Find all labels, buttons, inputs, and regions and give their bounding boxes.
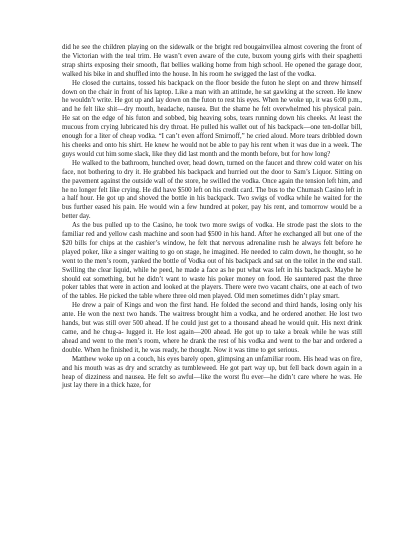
paragraph: Matthew woke up on a couch, his eyes barely open, glimpsing an unfamiliar room. His head was on fire, and his mouth was as dry and scratchy as tumbleweed. He got part way up, but fell back down again in a heap of dizziness and nausea. He felt so awful—like the worst flu ever—he didn’t care where he was. He just lay there in a thick haze, for [62, 355, 362, 390]
paragraph: He drew a pair of Kings and won the first hand. He folded the second and third hands, losing only his ante. He won the next two hands. The waitress brought him a vodka, and he ordered another. He lost two hands, but was still over 500 ahead. If he could just get to a thousand ahead he would quit. His next drink came, and he chug-a- lugged it. He lost again—200 ahead. He got up to take a break while he was still ahead and went to the men’s room, where he drank the rest of his vodka and went to the bar and ordered a double. When he finished it, he was ready, he thought. Now it was time to get serious. [62, 302, 362, 354]
paragraph: did he see the children playing on the sidewalk or the bright red bougainvillea almost covering the front of the Victorian with the teal trim. He wasn’t even aware of the cute, buxom young girls with their spaghetti strap shirts exposing their smooth, flat bellies walking home from high school. He opened the garage door, walked his bike in and shuffled into the house. In his room he swigged the last of the vodka. [62, 44, 362, 78]
paragraph: He closed the curtains, tossed his backpack on the floor beside the futon he slept on and threw himself down on the chair in front of his laptop. Like a man with an attitude, he sat gawking at the screen. He knew he wouldn’t write. He got up and lay down on the futon to rest his eyes. When he woke up, it was 6:00 p.m., and he felt like shit—dry mouth, headache, nausea. But the shame he felt overwhelmed his physical pain. He sat on the edge of his futon and sobbed, big heaving sobs, tears running down his cheeks. At least the mucous from crying lubricated his dry throat. He pulled his wallet out of his backpack—one ten-dollar bill, enough for a liter of cheap vodka. “I can’t even afford Smirnoff,” he cried aloud. More tears dribbled down his cheeks and onto his shirt. He knew he would not be able to pay his rent when it was due in a week. The guys would cut him some slack, like they did last month and the month before, but for how long? [62, 79, 362, 158]
body-text [62, 44, 362, 391]
paragraph: He walked to the bathroom, hunched over, head down, turned on the faucet and threw cold water on his face, not bothering to dry it. He grabbed his backpack and hurried out the door to Sam’s Liquor. Sitting on the pavement against the outside wall of the store, he swilled the vodka. Once again the tension left him, and he no longer felt like crying. He did have $500 left on his credit card. The bus to the Chumash Casino left in a half hour. He got up and shoved the bottle in his backpack. Two swigs of vodka while he waited for the bus further eased his pain. He would win a few hundred at poker, pay his rent, and tomorrow would be a better day. [62, 159, 362, 221]
paragraph: As the bus pulled up to the Casino, he took two more swigs of vodka. He strode past the slots to the familiar red and yellow cash machine and soon had $500 in his hand. After he exchanged all but one of the $20 bills for chips at the cashier’s window, he felt that nervous adrenaline rush he always felt before he played poker, like a singer waiting to go on stage, he imagined. He needed to calm down, he thought, so he went to the men’s room, yanked the bottle of Vodka out of his backpack and sat on the toilet in the end stall. Swilling the clear liquid, while he peed, he made a face as he put what was left in his backpack. Maybe he should eat something, but he didn’t want to waste his poker money on food. He sauntered past the three poker tables that were in action and looked at the players. There were two vacant chairs, one at each of two of the tables. He picked the table where three old men played. Old men sometimes didn’t play smart. [62, 222, 362, 301]
